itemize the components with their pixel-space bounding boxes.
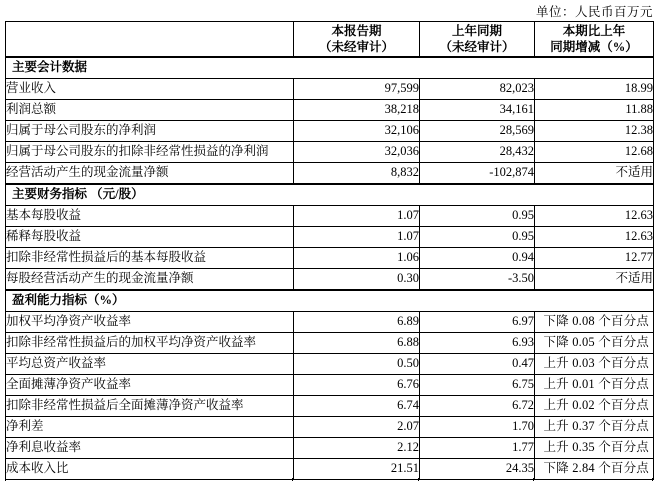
value-change: 上升 0.01 个百分点	[535, 375, 654, 396]
row-label: 扣除非经常性损益后的加权平均净资产收益率	[6, 333, 294, 354]
row-label: 净利差	[6, 417, 294, 438]
value-change: 18.99	[535, 79, 654, 100]
col-header-current-line1: 本报告期	[331, 24, 382, 38]
table-row	[6, 417, 654, 438]
header-blank-cell	[6, 22, 294, 58]
col-header-change-line2: 同期增减（%）	[550, 40, 638, 54]
value-current: 32,036	[294, 142, 420, 163]
col-header-current-line2: （未经审计）	[318, 40, 394, 54]
value-current: 1.07	[294, 227, 420, 248]
section-header-row	[6, 290, 654, 312]
value-prior: 6.75	[420, 375, 535, 396]
col-header-prior	[420, 22, 535, 58]
table-row	[6, 248, 654, 269]
value-prior: -102,874	[420, 163, 535, 185]
table-row	[6, 312, 654, 333]
table-row	[6, 333, 654, 354]
table-row	[6, 121, 654, 142]
table-row	[6, 438, 654, 459]
value-change: 下降 0.08 个百分点	[535, 312, 654, 333]
section-header-row	[6, 57, 654, 79]
value-current: 6.76	[294, 375, 420, 396]
value-prior: 0.95	[420, 227, 535, 248]
row-label: 成本收入比	[6, 459, 294, 480]
value-change: 上升 0.03 个百分点	[535, 354, 654, 375]
table-row	[6, 163, 654, 185]
section-header-row	[6, 184, 654, 206]
row-label: 营业收入	[6, 79, 294, 100]
value-change: 12.77	[535, 248, 654, 269]
value-prior: 0.94	[420, 248, 535, 269]
value-prior: 6.72	[420, 396, 535, 417]
col-header-change	[535, 22, 654, 58]
value-change: 12.63	[535, 227, 654, 248]
value-current: 21.51	[294, 459, 420, 480]
table-row	[6, 459, 654, 480]
value-change: 12.68	[535, 142, 654, 163]
value-current: 32,106	[294, 121, 420, 142]
table-row	[6, 206, 654, 227]
value-prior: 6.97	[420, 312, 535, 333]
table-row	[6, 269, 654, 291]
value-prior: 82,023	[420, 79, 535, 100]
unit-label: 单位：人民币百万元	[535, 5, 653, 19]
row-label: 扣除非经常性损益后的基本每股收益	[6, 248, 294, 269]
table-row	[6, 142, 654, 163]
table-row	[6, 396, 654, 417]
row-label: 净利息收益率	[6, 438, 294, 459]
row-label: 每股经营活动产生的现金流量净额	[6, 269, 294, 291]
row-label: 全面摊薄净资产收益率	[6, 375, 294, 396]
table-row	[6, 227, 654, 248]
value-prior: 0.47	[420, 354, 535, 375]
value-change: 上升 0.37 个百分点	[535, 417, 654, 438]
row-label: 稀释每股收益	[6, 227, 294, 248]
value-prior: 1.77	[420, 438, 535, 459]
value-prior: 6.93	[420, 333, 535, 354]
col-header-current	[294, 22, 420, 58]
section-title: 主要财务指标 （元/股）	[6, 184, 654, 206]
financial-summary-table	[5, 21, 654, 480]
value-prior: 28,432	[420, 142, 535, 163]
row-label: 加权平均净资产收益率	[6, 312, 294, 333]
row-label: 基本每股收益	[6, 206, 294, 227]
table-row	[6, 354, 654, 375]
value-change: 上升 0.02 个百分点	[535, 396, 654, 417]
section-title: 盈利能力指标（%）	[6, 290, 654, 312]
value-prior: -3.50	[420, 269, 535, 291]
value-current: 38,218	[294, 100, 420, 121]
value-prior: 24.35	[420, 459, 535, 480]
row-label: 扣除非经常性损益后全面摊薄净资产收益率	[6, 396, 294, 417]
value-change: 12.63	[535, 206, 654, 227]
value-current: 1.07	[294, 206, 420, 227]
value-change: 12.38	[535, 121, 654, 142]
value-current: 0.50	[294, 354, 420, 375]
col-header-change-line1: 本期比上年	[562, 24, 626, 38]
row-label: 归属于母公司股东的净利润	[6, 121, 294, 142]
value-prior: 0.95	[420, 206, 535, 227]
row-label: 利润总额	[6, 100, 294, 121]
value-prior: 1.70	[420, 417, 535, 438]
value-current: 8,832	[294, 163, 420, 185]
value-current: 2.12	[294, 438, 420, 459]
value-current: 6.88	[294, 333, 420, 354]
col-header-prior-line1: 上年同期	[451, 24, 502, 38]
value-change: 不适用	[535, 163, 654, 185]
value-current: 97,599	[294, 79, 420, 100]
section-title: 主要会计数据	[6, 57, 654, 79]
value-current: 0.30	[294, 269, 420, 291]
table-header-row	[6, 22, 654, 58]
value-current: 6.74	[294, 396, 420, 417]
table-row	[6, 100, 654, 121]
value-change: 下降 2.84 个百分点	[535, 459, 654, 480]
row-label: 归属于母公司股东的扣除非经常性损益的净利润	[6, 142, 294, 163]
value-change: 不适用	[535, 269, 654, 291]
value-current: 2.07	[294, 417, 420, 438]
col-header-prior-line2: （未经审计）	[439, 40, 515, 54]
value-change: 11.88	[535, 100, 654, 121]
value-prior: 34,161	[420, 100, 535, 121]
value-prior: 28,569	[420, 121, 535, 142]
row-label: 平均总资产收益率	[6, 354, 294, 375]
value-current: 6.89	[294, 312, 420, 333]
row-label: 经营活动产生的现金流量净额	[6, 163, 294, 185]
value-change: 上升 0.35 个百分点	[535, 438, 654, 459]
value-change: 下降 0.05 个百分点	[535, 333, 654, 354]
value-current: 1.06	[294, 248, 420, 269]
table-row	[6, 79, 654, 100]
table-row	[6, 375, 654, 396]
